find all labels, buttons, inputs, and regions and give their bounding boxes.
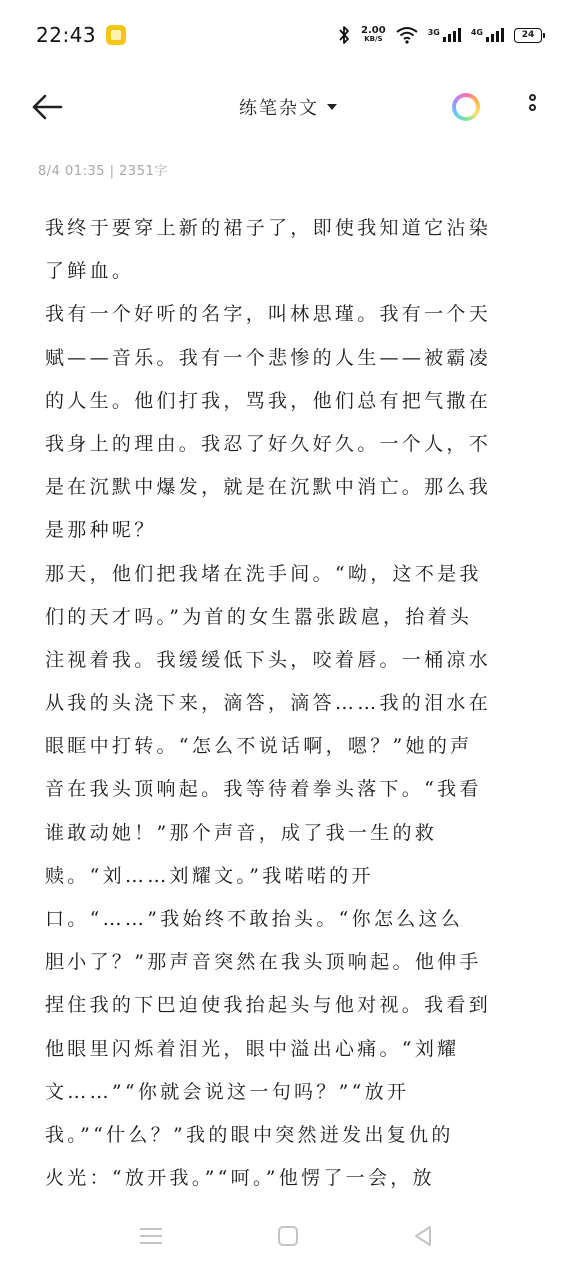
text-line: 捏住我的下巴迫使我抬起头与他对视。我看到 xyxy=(45,994,492,1017)
wifi-icon xyxy=(396,26,418,44)
status-time: 22:43 xyxy=(36,23,97,47)
text-line: 我终于要穿上新的裙子了，即使我知道它沾染 xyxy=(45,217,492,239)
theme-color-icon[interactable] xyxy=(452,93,480,121)
text-line: 了鲜血。 xyxy=(45,260,135,283)
bluetooth-icon xyxy=(337,25,351,45)
text-line: 文……”“你就会说这一句吗？”“放开 xyxy=(45,1080,410,1103)
battery-icon xyxy=(514,28,542,43)
text-line: 他眼里闪烁着泪光，眼中溢出心痛。“刘耀 xyxy=(45,1037,460,1060)
cellular-signal-icon-2 xyxy=(471,28,504,42)
app-bar xyxy=(0,78,576,136)
dropdown-caret-icon[interactable] xyxy=(327,104,337,110)
network-speed-unit: KB/S xyxy=(364,35,383,43)
text-line: 赎。“刘……刘耀文。”我喏喏的开 xyxy=(45,864,374,887)
back-triangle-icon[interactable] xyxy=(412,1224,434,1248)
text-line: 注视着我。我缓缓低下头，咬着唇。一桶凉水 xyxy=(45,648,492,671)
text-line: 从我的头浇下来，滴答，滴答……我的泪水在 xyxy=(45,692,492,715)
title-dropdown[interactable] xyxy=(0,94,576,120)
note-meta: 8/4 01:35 | 2351字 xyxy=(38,164,168,179)
navigation-bar xyxy=(0,1212,576,1262)
text-line: 我。”“什么？”我的眼中突然迸发出复仇的 xyxy=(45,1123,454,1146)
more-options-icon[interactable] xyxy=(524,92,540,122)
signal-label-1: 3G xyxy=(427,28,440,37)
text-line: 们的天才吗。”为首的女生嚣张跋扈，抬着头 xyxy=(45,605,473,628)
battery-level: 24 xyxy=(521,30,535,40)
text-line: 口。“……”我始终不敢抬头。“你怎么这么 xyxy=(45,908,464,930)
text-line: 赋——音乐。我有一个悲惨的人生——被霸凌 xyxy=(45,346,492,369)
network-speed-value: 2.00 xyxy=(361,25,386,36)
network-speed xyxy=(361,26,386,44)
text-line: 眼眶中打转。“怎么不说话啊，嗯？”她的声 xyxy=(45,735,473,758)
status-indicators xyxy=(337,25,542,45)
home-icon[interactable] xyxy=(278,1226,298,1246)
notification-app-icon xyxy=(106,25,126,45)
text-line: 音在我头顶响起。我等待着拳头落下。“我看 xyxy=(45,778,482,801)
cellular-signal-icon xyxy=(428,28,461,42)
text-line: 我有一个好听的名字，叫林思瑾。我有一个天 xyxy=(45,303,492,326)
recent-apps-icon[interactable] xyxy=(140,1228,162,1246)
text-line: 那天，他们把我堵在洗手间。“呦，这不是我 xyxy=(45,562,482,585)
text-line: 的人生。他们打我，骂我，他们总有把气撒在 xyxy=(45,389,492,412)
status-bar xyxy=(0,0,576,70)
note-body[interactable] xyxy=(45,207,515,1200)
text-line: 是那种呢？ xyxy=(45,519,157,542)
text-line: 是在沉默中爆发，就是在沉默中消亡。那么我 xyxy=(45,476,492,499)
text-line: 谁敢动她！”那个声音，成了我一生的救 xyxy=(45,821,438,844)
text-line: 火光：“放开我。”“呵。”他愣了一会，放 xyxy=(45,1167,435,1190)
page-title[interactable]: 练笔杂文 xyxy=(239,98,319,119)
text-line: 我身上的理由。我忍了好久好久。一个人，不 xyxy=(45,432,492,455)
text-line: 胆小了？”那声音突然在我头顶响起。他伸手 xyxy=(45,951,482,974)
signal-label-2: 4G xyxy=(470,28,483,37)
